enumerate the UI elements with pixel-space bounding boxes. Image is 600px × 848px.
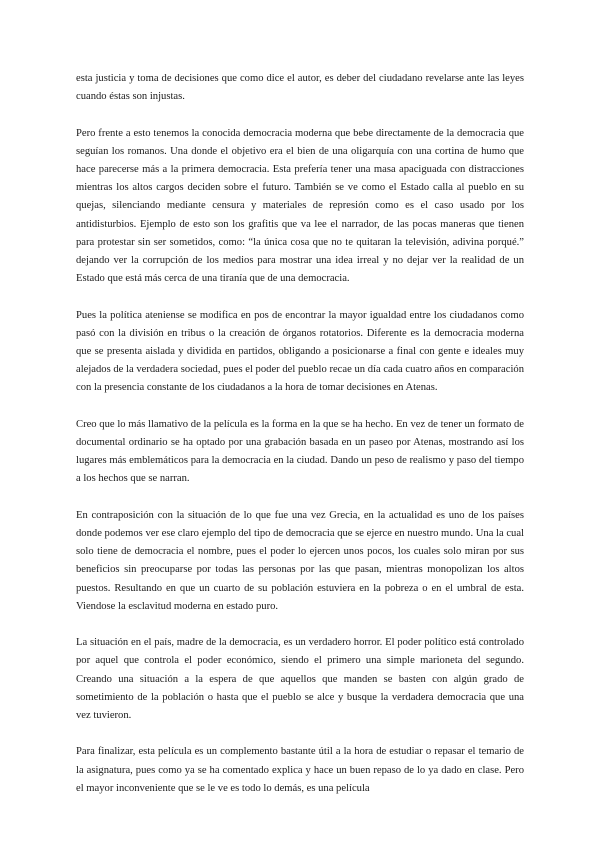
- paragraph-greece-today: En contraposición con la situación de lo que fue una vez Grecia, en la actualidad es uno de los países donde podemos ver ese claro ejemplo del tipo de democracia que se ejerce en nuestro mundo. Una la cual solo tiene de democracia el nombre, pues el poder lo ejercen unos pocos, los cuales solo miran por sus beneficios sin preocuparse por todas las personas por las que pasan, mientras monopolizan los altos puestos. Resultando en que un cuarto de su población estuviera en la pobreza o en el umbral de esta. Viendose la esclavitud moderna en estado puro.: [76, 509, 524, 612]
- paragraph-conclusion: Para finalizar, esta película es un complemento bastante útil a la hora de estudiar o repasar el temario de la asignatura, pues como ya se ha comentado explica y hace un buen repaso de lo ya dado en clase. Pero el mayor inconveniente que se le ve es todo lo demás, es una película: [76, 746, 524, 794]
- paragraph-justice-continuation: esta justicia y toma de decisiones que como dice el autor, es deber del ciudadano revelarse ante las leyes cuando éstas son injustas.: [76, 73, 524, 103]
- paragraph-modern-democracy: Pero frente a esto tenemos la conocida democracia moderna que bebe directamente de la democracia que seguían los romanos. Una donde el objetivo era el bien de una oligarquía con una cortina de humo que hace parecerse más a la primera democracia. Esta prefería tener una masa apaciguada con distracciones mientras los altos cargos deciden sobre el futuro. También se ve como el Estado calla al pueblo en su quejas, silenciando mediante censura y materiales de represión como es el caso usado por los antidisturbios. Ejemplo de esto son los grafitis que va lee el narrador, de las pocas maneras que tienen para protestar sin ser sometidos, como: “la única cosa que no te quitaran la televisión, adivina porqué.” dejando ver la corrupción de los medios para mostrar una idea irreal y no dejar ver la realidad de un Estado que está más cerca de una tiranía que de una democracia.: [76, 127, 524, 285]
- paragraph-film-format: Creo que lo más llamativo de la película es la forma en la que se ha hecho. En vez de tener un formato de documental ordinario se ha optado por una grabación basada en un paseo por Atenas, mostrando así los lugares más emblemáticos para la democracia en la ciudad. Dando un peso de realismo y paso del tiempo a los hechos que se narran.: [76, 418, 524, 485]
- paragraph-athenian-politics: Pues la política ateniense se modifica en pos de encontrar la mayor igualdad entre los ciudadanos como pasó con la división en tribus o la creación de órganos rotatorios. Diferente es la democracia moderna que se presenta aislada y dividida en partidos, obligando a posicionarse a final con gente e ideales muy alejados de la verdadera sociedad, pues el poder del pueblo recae un día cada cuatro años en comparación con la presencia constante de los ciudadanos a la hora de tomar decisiones en Atenas.: [76, 309, 524, 394]
- paragraph-country-situation: La situación en el país, madre de la democracia, es un verdadero horror. El poder político está controlado por aquel que controla el poder económico, siendo el primero una simple marioneta del segundo. Creando una situación a la espera de que aquellos que manden se basten con algún grado de sometimiento de la población o hasta que el pueblo se alce y busque la verdadera democracia que una vez tuvieron.: [76, 637, 524, 722]
